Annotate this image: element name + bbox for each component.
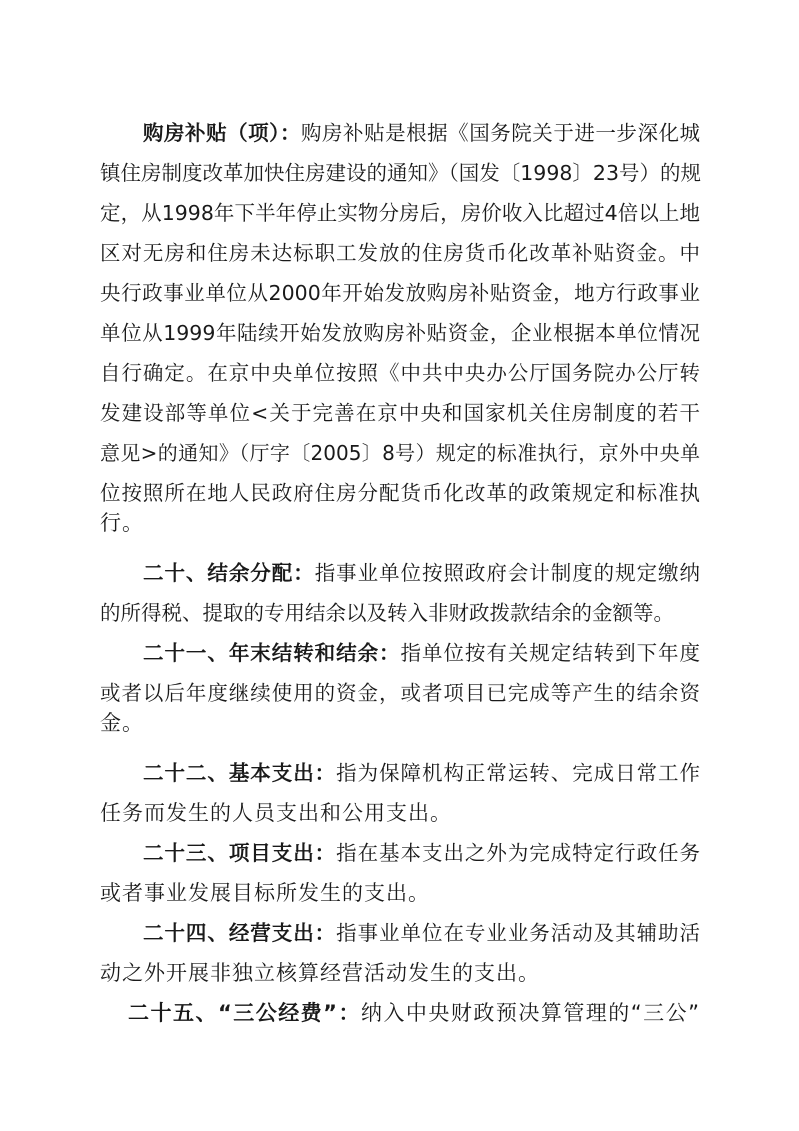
paragraph-line <box>143 636 700 670</box>
paragraph-line: 的所得税、提取的专用结余以及转入非财政拨款结余的金额等。 <box>100 601 674 625</box>
paragraph-text: 指事业单位按照政府会计制度的规定缴纳 <box>314 561 701 585</box>
paragraph-line: 区对无房和住房未达标职工发放的住房货币化改革补贴资金。中 <box>100 241 700 265</box>
paragraph-line: 定，从1998年下半年停止实物分房后，房价收入比超过4倍以上地 <box>100 201 700 225</box>
term-heading: 二十三、项目支出： <box>143 841 337 865</box>
paragraph-line <box>143 836 700 870</box>
paragraph-line: 意见>的通知》（厅字〔2005〕8号）规定的标准执行，京外中央单 <box>100 441 700 465</box>
paragraph-line <box>143 116 700 150</box>
paragraph-line: 金。 <box>100 711 144 735</box>
paragraph-text: 购房补贴是根据《国务院关于进一步深化城 <box>300 121 701 145</box>
paragraph-line: 央行政事业单位从2000年开始发放购房补贴资金，地方行政事业 <box>100 281 700 305</box>
paragraph-line: 发建设部等单位<关于完善在京中央和国家机关住房制度的若干 <box>100 401 700 425</box>
paragraph-line: 任务而发生的人员支出和公用支出。 <box>100 801 452 825</box>
paragraph-line: 自行确定。在京中央单位按照《中共中央办公厅国务院办公厅转 <box>100 361 700 385</box>
paragraph-line <box>143 756 700 790</box>
paragraph-line <box>143 916 700 950</box>
paragraph-line <box>128 996 700 1030</box>
paragraph-line: 或者以后年度继续使用的资金，或者项目已完成等产生的结余资 <box>100 681 700 705</box>
paragraph-text: 指为保障机构正常运转、完成日常工作 <box>336 761 700 785</box>
paragraph-line: 或者事业发展目标所发生的支出。 <box>100 881 430 905</box>
paragraph-line: 位按照所在地人民政府住房分配货币化改革的政策规定和标准执 <box>100 481 700 505</box>
term-heading: 二十二、基本支出： <box>143 761 337 785</box>
paragraph-line: 单位从1999年陆续开始发放购房补贴资金，企业根据本单位情况 <box>100 321 700 345</box>
paragraph-line <box>143 556 700 590</box>
paragraph-text: 指单位按有关规定结转到下年度 <box>400 641 701 665</box>
term-heading: 二十一、年末结转和结余： <box>143 641 401 665</box>
term-heading: 二十四、经营支出： <box>143 921 337 945</box>
term-heading: 二十、结余分配： <box>143 561 315 585</box>
term-heading: 购房补贴（项）： <box>143 121 301 145</box>
paragraph-text: 指事业单位在专业业务活动及其辅助活 <box>336 921 700 945</box>
paragraph-text: 纳入中央财政预决算管理的“三公” <box>360 1001 700 1025</box>
paragraph-text: 指在基本支出之外为完成特定行政任务 <box>336 841 700 865</box>
term-heading: 二十五、“三公经费”： <box>128 1001 361 1025</box>
paragraph-line: 镇住房制度改革加快住房建设的通知》（国发〔1998〕23号）的规 <box>100 161 702 185</box>
paragraph-line: 行。 <box>100 511 144 535</box>
paragraph-line: 动之外开展非独立核算经营活动发生的支出。 <box>100 961 540 985</box>
